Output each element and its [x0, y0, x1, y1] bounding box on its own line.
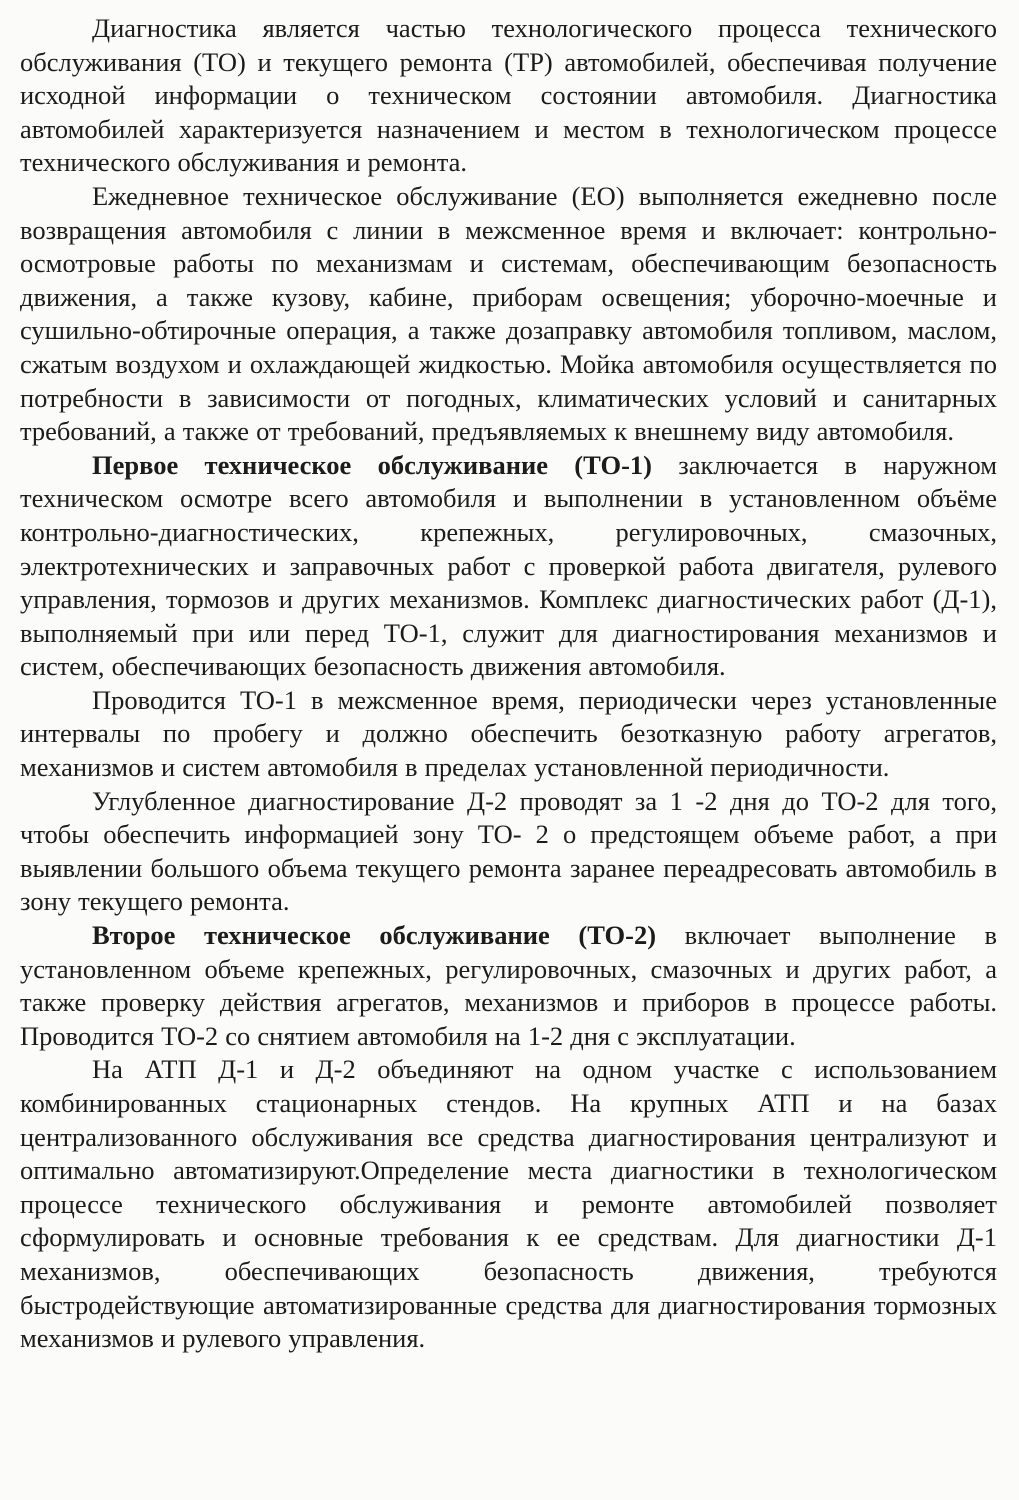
paragraph-text: Проводится ТО-1 в межсменное время, периодически через установленные интервалы по пробегу и должно обеспечить безотказную работу агрегатов, механизмов и систем автомобиля в пределах установленной периодичности.: [20, 684, 997, 783]
paragraph-diagnostics-intro: [20, 12, 997, 180]
paragraph-atp-stands: [20, 1053, 997, 1355]
paragraph-text: включает выполнение в установленном объеме крепежных, регулировочных, смазочных и других работ, а также проверку действия агрегатов, механизмов и приборов в процессе работы. Проводится ТО-2 со снятием автомобиля на 1-2 дня с эксплуатации.: [20, 920, 997, 1051]
paragraph-to1-schedule: [20, 684, 997, 785]
paragraph-to1: [20, 449, 997, 684]
paragraph-text: Углубленное диагностирование Д-2 проводят за 1 -2 дня до ТО-2 для того, чтобы обеспечить информацией зону ТО- 2 о предстоящем объеме работ, а при выявлении большого объема текущего ремонта заранее переадресовать автомобиль в зону текущего ремонта.: [20, 785, 997, 917]
paragraph-daily-maintenance: [20, 180, 997, 449]
paragraph-lead-bold: Второе техническое обслуживание (ТО-2): [92, 920, 657, 951]
paragraph-text: Ежедневное техническое обслуживание (ЕО) выполняется ежедневно после возвращения автомобиля с линии в межсменное время и включает: контрольно-осмотровые работы по механизмам и системам, обеспечивающим безопасность движения, а также кузову, кабине, приборам освещения; уборочно-моечные и сушильно-обтирочные операция, а также дозаправку автомобиля топливом, маслом, сжатым воздухом и охлаждающей жидкостью. Мойка автомобиля осуществляется по потребности в зависимости от погодных, климатических условий и санитарных требований, а также от требований, предъявляемых к внешнему виду автомобиля.: [20, 180, 997, 447]
paragraph-text: Диагностика является частью технологического процесса технического обслуживания (ТО) и текущего ремонта (ТР) автомобилей, обеспечивая получение исходной информации о техническом состоянии автомобиля. Диагностика автомобилей характеризуется назначением и местом в технологическом процессе технического обслуживания и ремонта.: [20, 13, 997, 178]
paragraph-to2: [20, 919, 997, 1053]
paragraph-text: На АТП Д-1 и Д-2 объединяют на одном участке с использованием комбинированных стационарных стендов. На крупных АТП и на базах централизованного обслуживания все средства диагностирования централизуют и оптимально автоматизируют.Определение места диагностики в технологическом процессе технического обслуживания и ремонте автомобилей позволяет сформулировать и основные требования к ее средствам. Для диагностики Д-1 механизмов, обеспечивающих безопасность движения, требуются быстродействующие автоматизированные средства для диагностирования тормозных механизмов и рулевого управления.: [20, 1054, 997, 1354]
paragraph-text: заключается в наружном техническом осмотре всего автомобиля и выполнении в установленном объёме контрольно-диагностических, крепежных, регулировочных, смазочных, электротехнических и заправочных работ с проверкой работа двигателя, рулевого управления, тормозов и других механизмов. Комплекс диагностических работ (Д-1), выполняемый при или перед ТО-1, служит для диагностирования механизмов и систем, обеспечивающих безопасность движения автомобиля.: [20, 449, 997, 682]
paragraph-lead-bold: Первое техническое обслуживание (ТО-1): [92, 449, 652, 480]
paragraph-d2-diagnostics: [20, 785, 997, 919]
